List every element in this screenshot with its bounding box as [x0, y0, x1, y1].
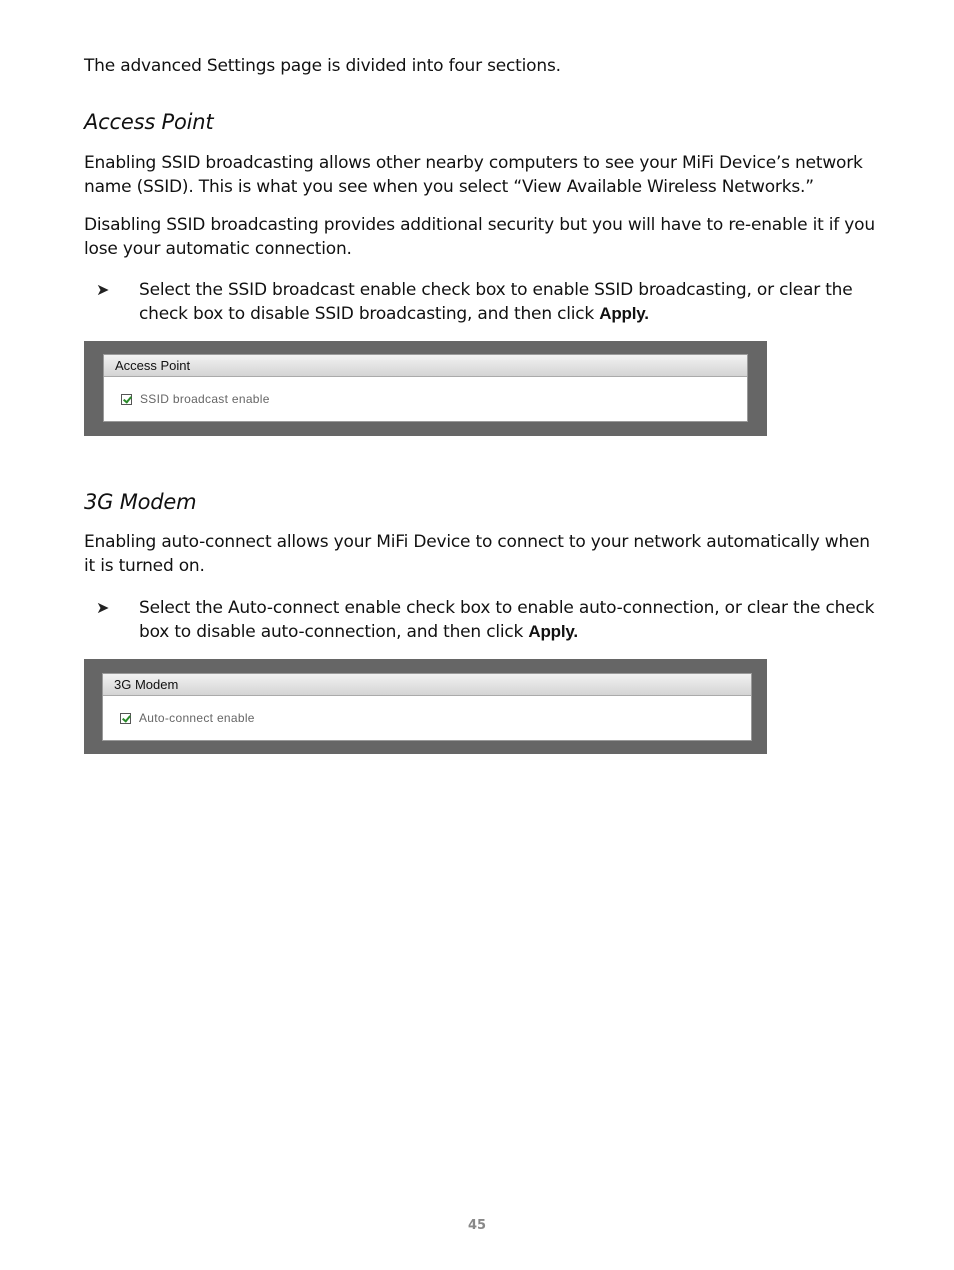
arrow-bullet-icon: ➤: [96, 598, 110, 617]
section-heading-3g-modem: 3G Modem: [84, 490, 197, 514]
arrow-bullet-icon: ➤: [96, 280, 110, 299]
auto-connect-checkbox[interactable]: [120, 713, 131, 724]
panel-title: 3G Modem: [103, 674, 751, 696]
checkbox-label: SSID broadcast enable: [140, 392, 270, 406]
access-point-panel: [103, 354, 748, 422]
page-number: 45: [467, 1218, 487, 1233]
ssid-broadcast-checkbox[interactable]: [121, 394, 132, 405]
instruction-text: Select the Auto-connect enable check box to enable auto-connection, or clear the check box to disable auto-connection, and then click: [139, 598, 875, 642]
3g-modem-panel: [102, 673, 752, 741]
paragraph: Enabling auto-connect allows your MiFi Device to connect to your network automatically when it is turned on.: [84, 532, 870, 576]
screenshot-3g-modem: [84, 659, 767, 754]
paragraph: Disabling SSID broadcasting provides additional security but you will have to re-enable it if you lose your automatic connection.: [84, 215, 875, 259]
apply-text: Apply.: [528, 622, 578, 641]
intro-text: The advanced Settings page is divided into four sections.: [84, 56, 561, 76]
instruction-text: Select the SSID broadcast enable check box to enable SSID broadcasting, or clear the check box to disable SSID broadcasting, and then click: [139, 280, 853, 324]
screenshot-access-point: [84, 341, 767, 436]
paragraph: Enabling SSID broadcasting allows other nearby computers to see your MiFi Device’s network name (SSID). This is what you see when you select “View Available Wireless Networks.”: [84, 153, 863, 197]
section-heading-access-point: Access Point: [84, 110, 214, 134]
apply-text: Apply.: [599, 304, 649, 323]
checkbox-label: Auto-connect enable: [139, 711, 255, 725]
panel-title: Access Point: [104, 355, 747, 377]
